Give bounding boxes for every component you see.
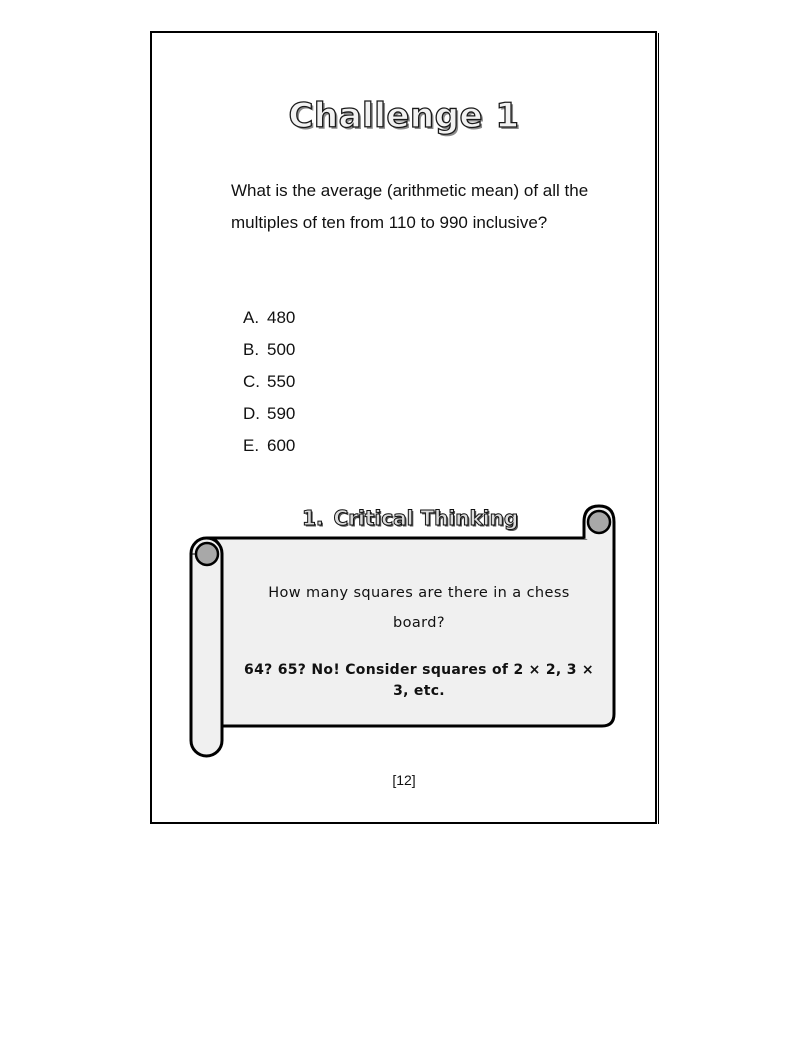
answer-options [243,302,295,462]
option-letter: B. [243,340,260,359]
option-value: 600 [267,436,296,455]
scroll-left-roller [191,538,222,756]
option-c [243,366,295,398]
option-a [243,302,295,334]
option-value: 550 [267,372,296,391]
page-number: [12] [392,772,416,788]
challenge-title: Challenge 1 [288,96,520,136]
scroll-question: How many squares are there in a chess board? [268,585,570,631]
option-value: 590 [267,404,296,423]
scroll-heading-text: Critical Thinking [333,506,519,530]
option-letter: D. [243,404,260,423]
question-text: What is the average (arithmetic mean) of all the multiples of ten from 110 to 990 inclusive? [231,181,589,232]
option-d [243,398,295,430]
scroll-heading-number: 1. [302,506,324,530]
option-value: 500 [267,340,296,359]
option-letter: A. [243,308,260,327]
scroll-heading [302,506,518,530]
option-letter: C. [243,372,260,391]
option-b [243,334,295,366]
option-letter: E. [243,436,260,455]
scroll-hint: 64? 65? No! Consider squares of 2 × 2, 3 × 3, etc. [244,662,594,699]
option-e [243,430,295,462]
option-value: 480 [267,308,296,327]
